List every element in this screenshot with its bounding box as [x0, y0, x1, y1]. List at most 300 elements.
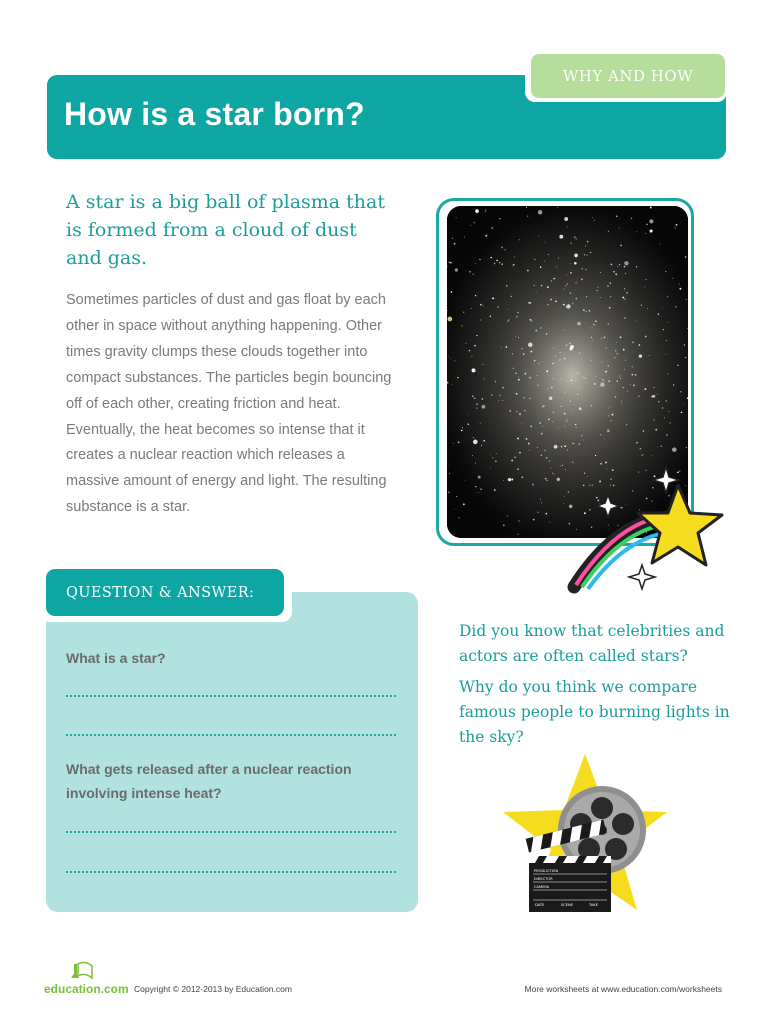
star-dot — [577, 372, 579, 374]
star-dot — [469, 271, 471, 273]
star-dot — [556, 349, 557, 350]
star-dot — [449, 261, 451, 263]
star-dot — [604, 380, 605, 381]
star-dot — [482, 405, 486, 409]
star-dot — [507, 321, 508, 322]
question-2: What gets released after a nuclear reaction involving intense heat? — [66, 761, 352, 801]
star-dot — [626, 292, 628, 294]
star-dot — [507, 309, 508, 310]
star-dot — [471, 308, 472, 309]
star-dot — [491, 227, 493, 229]
star-dot — [517, 437, 519, 439]
star-dot — [660, 244, 661, 245]
star-dot — [625, 360, 626, 361]
star-dot — [616, 353, 618, 355]
star-dot — [676, 224, 678, 226]
star-dot — [481, 445, 482, 446]
answer-line-1a[interactable] — [66, 695, 396, 697]
star-dot — [570, 348, 572, 350]
star-dot — [563, 304, 565, 306]
star-dot — [553, 278, 555, 280]
star-dot — [543, 426, 544, 427]
star-dot — [575, 381, 576, 382]
star-dot — [665, 354, 666, 355]
star-dot — [509, 410, 511, 412]
star-dot — [517, 534, 518, 535]
star-dot — [624, 261, 628, 265]
star-dot — [587, 241, 589, 243]
star-dot — [625, 357, 626, 358]
star-dot — [564, 217, 568, 221]
star-dot — [674, 227, 675, 228]
star-dot — [592, 217, 593, 218]
star-dot — [607, 285, 609, 287]
star-dot — [684, 344, 685, 345]
star-dot — [666, 340, 667, 341]
star-dot — [578, 388, 579, 389]
star-dot — [604, 439, 605, 440]
star-dot — [490, 467, 491, 468]
star-dot — [506, 285, 508, 287]
star-dot — [554, 474, 555, 475]
star-dot — [624, 317, 625, 318]
star-dot — [552, 363, 554, 365]
star-dot — [534, 360, 536, 362]
star-dot — [472, 368, 476, 372]
star-dot — [608, 231, 609, 232]
star-dot — [560, 406, 561, 407]
star-dot — [658, 401, 660, 403]
star-dot — [685, 357, 686, 358]
star-dot — [537, 447, 538, 448]
star-dot — [686, 299, 687, 300]
star-dot — [585, 377, 586, 378]
star-dot — [468, 424, 469, 425]
star-dot — [559, 359, 561, 361]
star-dot — [502, 387, 504, 389]
star-dot — [602, 362, 603, 363]
star-dot — [540, 327, 542, 329]
star-dot — [624, 266, 625, 267]
shooting-star-icon — [560, 455, 740, 605]
star-dot — [605, 371, 607, 373]
star-dot — [545, 513, 547, 515]
star-dot — [515, 372, 517, 374]
star-dot — [636, 231, 637, 232]
star-dot — [557, 207, 558, 208]
star-dot — [569, 342, 571, 344]
star-dot — [570, 242, 571, 243]
star-dot — [631, 218, 632, 219]
star-dot — [687, 328, 688, 329]
clapper-take: TAKE — [589, 903, 599, 907]
star-dot — [579, 443, 581, 445]
star-dot — [456, 496, 457, 497]
star-dot — [537, 385, 538, 386]
star-dot — [619, 375, 620, 376]
star-dot — [521, 348, 522, 349]
star-dot — [568, 305, 570, 307]
star-dot — [641, 305, 642, 306]
star-dot — [548, 388, 549, 389]
star-dot — [564, 358, 566, 360]
star-dot — [571, 380, 572, 381]
star-dot — [657, 446, 658, 447]
star-dot — [619, 227, 620, 228]
star-dot — [632, 374, 633, 375]
star-dot — [504, 249, 505, 250]
star-dot — [595, 376, 596, 377]
star-dot — [638, 395, 639, 396]
star-dot — [572, 411, 573, 412]
star-dot — [505, 346, 507, 348]
star-dot — [623, 349, 625, 351]
star-dot — [541, 285, 542, 286]
star-dot — [624, 288, 625, 289]
star-dot — [566, 307, 567, 308]
star-dot — [576, 298, 578, 300]
star-dot — [554, 448, 555, 449]
star-dot — [680, 391, 681, 392]
star-dot — [513, 367, 515, 369]
star-dot — [503, 525, 504, 526]
star-dot — [483, 305, 484, 306]
star-dot — [633, 384, 635, 386]
star-dot — [456, 217, 457, 218]
star-dot — [574, 262, 577, 265]
star-dot — [581, 435, 582, 436]
clapper-date: DATE — [535, 903, 545, 907]
star-dot — [499, 395, 500, 396]
star-dot — [515, 336, 516, 337]
star-dot — [607, 323, 609, 325]
star-dot — [490, 315, 492, 317]
did-you-know-text: Did you know that celebrities and actors are often called stars? — [459, 622, 725, 665]
star-dot — [480, 304, 482, 306]
star-dot — [534, 285, 535, 286]
star-dot — [644, 388, 646, 390]
star-dot — [589, 310, 591, 312]
star-dot — [567, 419, 568, 420]
star-dot — [485, 211, 486, 212]
star-dot — [632, 366, 633, 367]
star-dot — [472, 396, 473, 397]
star-dot — [564, 330, 565, 331]
star-dot — [586, 296, 587, 297]
star-dot — [502, 400, 503, 401]
star-dot — [465, 480, 466, 481]
star-dot — [570, 345, 574, 349]
star-dot — [448, 356, 449, 357]
star-dot — [494, 263, 496, 265]
star-dot — [529, 450, 530, 451]
star-dot — [591, 327, 592, 328]
star-dot — [662, 407, 664, 409]
star-dot — [639, 344, 641, 346]
intro-text: A star is a big ball of plasma that is formed from a cloud of dust and gas. — [66, 191, 386, 269]
film-star-illustration — [495, 752, 675, 922]
star-dot — [559, 235, 563, 239]
star-dot — [468, 414, 469, 415]
star-dot — [672, 278, 673, 279]
question-1: What is a star? — [66, 650, 166, 666]
star-dot — [538, 210, 543, 215]
star-dot — [512, 353, 513, 354]
star-dot — [616, 215, 617, 216]
star-dot — [566, 344, 568, 346]
star-dot — [572, 443, 573, 444]
star-dot — [531, 351, 533, 353]
star-dot — [649, 219, 653, 223]
star-dot — [518, 520, 520, 522]
star-dot — [649, 355, 650, 356]
star-dot — [614, 357, 615, 358]
star-dot — [523, 353, 525, 355]
qa-heading: QUESTION & ANSWER: — [46, 569, 284, 616]
star-dot — [538, 236, 539, 237]
star-dot — [591, 337, 592, 338]
star-dot — [546, 457, 548, 459]
star-dot — [475, 463, 476, 464]
star-dot — [527, 270, 529, 272]
star-dot — [450, 453, 451, 454]
star-dot — [667, 374, 668, 375]
star-dot — [594, 383, 596, 385]
star-dot — [525, 373, 527, 375]
star-dot — [476, 408, 477, 409]
star-dot — [547, 286, 549, 288]
answer-line-2b[interactable] — [66, 871, 396, 873]
star-dot — [462, 427, 463, 428]
star-dot — [482, 398, 484, 400]
star-dot — [566, 421, 567, 422]
star-dot — [503, 480, 504, 481]
category-tag: WHY AND HOW — [531, 54, 725, 98]
star-dot — [645, 233, 646, 234]
answer-line-1b[interactable] — [66, 734, 396, 736]
star-dot — [574, 405, 575, 406]
star-dot — [576, 427, 577, 428]
star-dot — [516, 393, 518, 395]
star-dot — [453, 208, 454, 209]
star-dot — [610, 420, 611, 421]
star-dot — [558, 427, 559, 428]
star-dot — [686, 447, 687, 448]
star-dot — [639, 354, 642, 357]
star-dot — [643, 430, 645, 432]
star-dot — [563, 289, 564, 290]
star-dot — [551, 387, 553, 389]
star-dot — [490, 454, 491, 455]
star-dot — [511, 479, 513, 481]
star-dot — [475, 295, 476, 296]
star-dot — [544, 261, 545, 262]
star-dot — [608, 365, 610, 367]
star-dot — [528, 343, 533, 348]
star-dot — [594, 220, 595, 221]
star-dot — [527, 215, 528, 216]
star-dot — [675, 306, 677, 308]
star-dot — [499, 262, 500, 263]
star-dot — [541, 502, 542, 503]
star-dot — [625, 273, 626, 274]
star-dot — [630, 384, 631, 385]
star-dot — [524, 410, 526, 412]
star-dot — [576, 238, 577, 239]
star-dot — [537, 375, 538, 376]
star-dot — [581, 278, 583, 280]
star-dot — [581, 268, 583, 270]
star-dot — [546, 333, 548, 335]
star-dot — [617, 266, 618, 267]
star-dot — [652, 395, 655, 398]
star-dot — [619, 264, 620, 265]
star-dot — [529, 302, 531, 304]
star-dot — [654, 419, 655, 420]
star-dot — [585, 269, 586, 270]
star-dot — [471, 356, 472, 357]
star-dot — [624, 299, 625, 300]
star-dot — [591, 360, 592, 361]
star-dot — [499, 218, 500, 219]
star-dot — [549, 460, 550, 461]
star-dot — [490, 257, 491, 258]
star-dot — [453, 443, 454, 444]
star-dot — [567, 449, 568, 450]
star-dot — [473, 274, 474, 275]
star-dot — [558, 258, 559, 259]
star-dot — [475, 263, 476, 264]
star-dot — [613, 271, 615, 273]
star-dot — [533, 519, 535, 521]
star-dot — [513, 264, 515, 266]
star-dot — [666, 400, 667, 401]
answer-line-2a[interactable] — [66, 831, 396, 833]
star-dot — [615, 350, 616, 351]
star-dot — [476, 335, 477, 336]
star-dot — [669, 422, 670, 423]
star-dot — [552, 421, 553, 422]
star-dot — [484, 378, 485, 379]
body-text: Sometimes particles of dust and gas float by each other in space without anything happening. Other times gravity clumps these clouds together into compact substances. The particles begin bouncing off of each other, creating friction and heat. Eventually, the heat becomes so intense that it creates a nuclear reaction which releases a massive amount of energy and light. The resulting substance is a star. — [66, 292, 392, 516]
star-dot — [622, 297, 624, 299]
star-dot — [567, 283, 568, 284]
star-dot — [636, 320, 637, 321]
star-dot — [530, 319, 532, 321]
star-dot — [497, 306, 498, 307]
star-dot — [560, 352, 561, 353]
star-dot — [475, 486, 476, 487]
star-dot — [496, 453, 497, 454]
star-dot — [546, 480, 547, 481]
star-dot — [462, 325, 463, 326]
star-dot — [583, 309, 585, 311]
star-dot — [575, 424, 576, 425]
star-dot — [620, 378, 621, 379]
clapper-director: DIRECTOR — [534, 877, 553, 881]
star-dot — [518, 376, 519, 377]
star-dot — [608, 415, 609, 416]
star-dot — [547, 304, 549, 306]
star-dot — [636, 266, 637, 267]
star-dot — [452, 384, 453, 385]
star-dot — [574, 236, 576, 238]
star-dot — [494, 489, 496, 491]
star-dot — [544, 242, 545, 243]
star-dot — [457, 377, 458, 378]
star-dot — [577, 322, 581, 326]
star-dot — [598, 287, 599, 288]
star-dot — [602, 379, 603, 380]
star-dot — [565, 426, 566, 427]
star-dot — [514, 256, 515, 257]
star-dot — [554, 445, 558, 449]
star-dot — [512, 266, 513, 267]
star-dot — [473, 440, 478, 445]
star-dot — [449, 466, 450, 467]
star-dot — [579, 352, 580, 353]
clapper-camera: CAMERA — [534, 885, 550, 889]
star-dot — [548, 419, 549, 420]
star-dot — [585, 311, 586, 312]
star-dot — [473, 437, 474, 438]
star-dot — [556, 266, 557, 267]
star-dot — [553, 347, 554, 348]
star-dot — [666, 434, 668, 436]
star-dot — [624, 369, 625, 370]
star-dot — [472, 455, 473, 456]
star-dot — [485, 235, 487, 237]
star-dot — [541, 361, 542, 362]
star-dot — [516, 316, 517, 317]
star-dot — [465, 343, 466, 344]
star-dot — [470, 225, 471, 226]
star-dot — [531, 320, 532, 321]
star-dot — [519, 239, 520, 240]
star-dot — [663, 329, 664, 330]
star-dot — [646, 224, 647, 225]
star-dot — [683, 403, 684, 404]
star-dot — [511, 296, 513, 298]
star-dot — [610, 282, 611, 283]
star-dot — [610, 296, 611, 297]
star-dot — [495, 461, 497, 463]
star-dot — [627, 390, 628, 391]
star-dot — [582, 377, 583, 378]
star-dot — [447, 317, 452, 322]
star-dot — [570, 292, 571, 293]
compare-question-text: Why do you think we compare famous people to burning lights in the sky? — [459, 678, 730, 746]
star-dot — [448, 491, 450, 493]
star-dot — [662, 307, 663, 308]
star-dot — [475, 209, 479, 213]
star-dot — [511, 460, 513, 462]
footer-more-worksheets[interactable]: More worksheets at www.education.com/worksheets — [524, 984, 722, 994]
star-dot — [521, 423, 522, 424]
star-dot — [501, 263, 503, 265]
star-dot — [496, 260, 498, 262]
star-dot — [553, 378, 554, 379]
star-dot — [577, 393, 578, 394]
footer-logo-text[interactable]: education.com — [44, 982, 129, 996]
star-dot — [650, 229, 653, 232]
star-dot — [608, 380, 610, 382]
star-dot — [564, 445, 566, 447]
star-dot — [590, 252, 591, 253]
star-dot — [480, 423, 481, 424]
star-dot — [517, 312, 518, 313]
star-dot — [559, 309, 560, 310]
